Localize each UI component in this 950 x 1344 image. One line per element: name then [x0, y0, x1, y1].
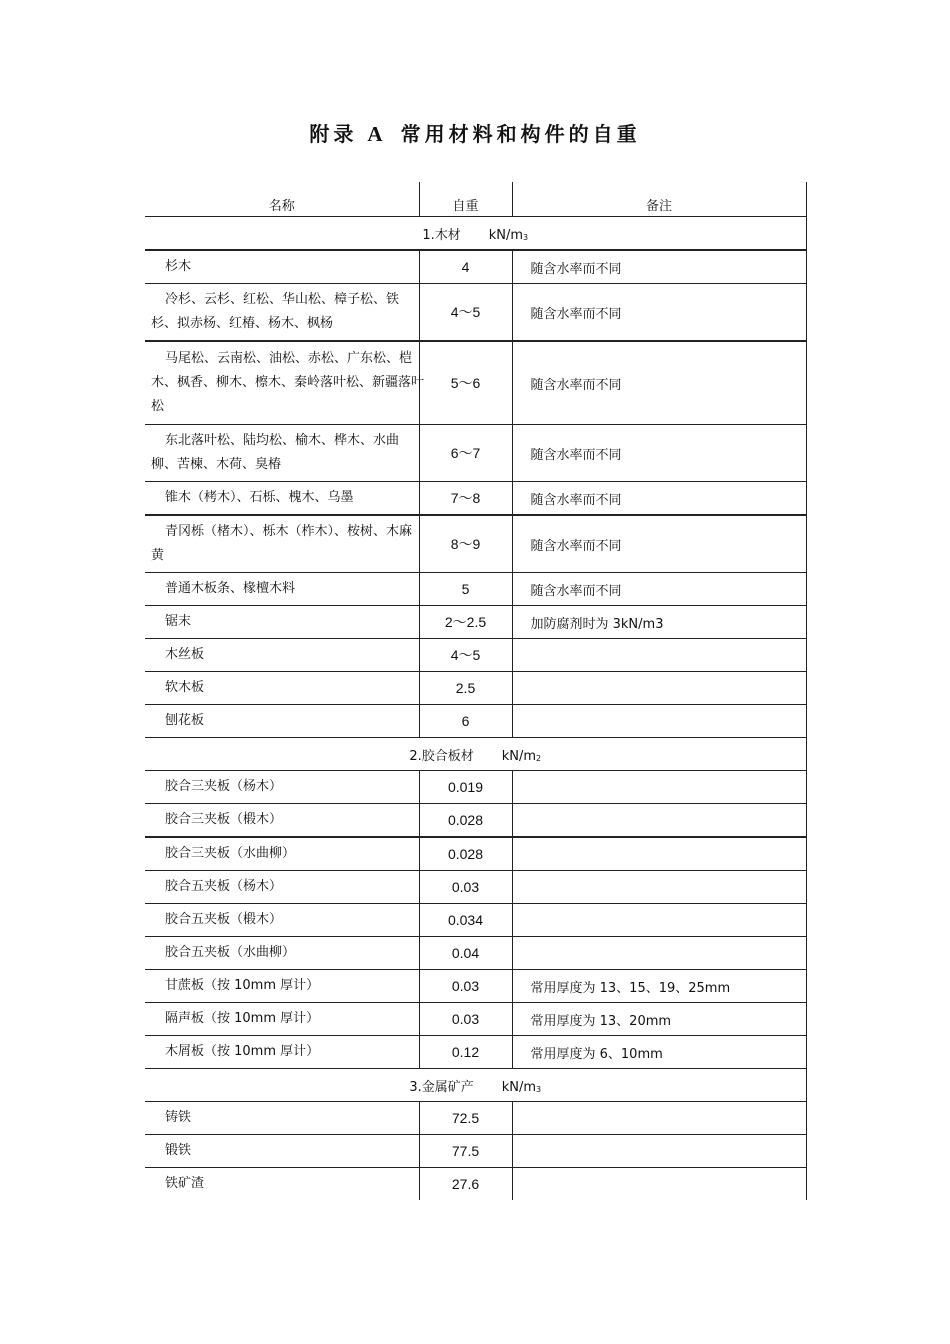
row-name: 胶合三夹板（椴木） [165, 812, 283, 827]
row-note [513, 946, 531, 961]
row-weight: 6 [461, 712, 470, 729]
row-name: 胶合三夹板（杨木） [165, 779, 283, 794]
row-weight: 0.028 [447, 845, 484, 862]
header-name: 名称 [145, 182, 419, 217]
row-weight: 5 [461, 580, 470, 597]
row-weight: 0.034 [447, 911, 484, 928]
row-name: 普通木板条、椽檀木料 [165, 581, 296, 596]
table-row [145, 970, 806, 1003]
row-weight: 0.03 [451, 878, 480, 895]
row-weight: 0.03 [451, 977, 480, 994]
row-note [513, 1177, 531, 1192]
row-weight: 0.019 [447, 778, 484, 795]
page-title [0, 118, 950, 147]
title-text: 常用材料和构件的自重 [400, 122, 641, 146]
table-row [145, 573, 806, 606]
table-row [145, 1003, 806, 1036]
table-row [145, 482, 806, 516]
table-row [145, 771, 806, 804]
table-row [145, 672, 806, 705]
row-note: 加防腐剂时为 3kN/m3 [530, 616, 664, 632]
row-note: 随含水率而不同 [530, 306, 622, 322]
table-row [145, 871, 806, 904]
row-note: 常用厚度为 13、15、19、25mm [530, 980, 731, 996]
title-prefix: 附录 [309, 122, 358, 146]
table-row [145, 639, 806, 672]
row-weight: 72.5 [451, 1109, 480, 1126]
section-label: 3.金属矿产 [409, 1079, 474, 1095]
table-row [145, 1102, 806, 1135]
row-note [513, 813, 531, 828]
row-name: 马尾松、云南松、油松、赤松、广东松、桤木、枫香、柳木、檫木、秦岭落叶松、新疆落叶松 [151, 351, 425, 414]
section-unit: $kN/m_2$ [501, 748, 542, 764]
row-note [513, 913, 531, 928]
row-note: 常用厚度为 13、20mm [530, 1013, 672, 1029]
row-name: 杉木 [165, 259, 192, 274]
row-name: 软木板 [165, 680, 205, 695]
row-name: 胶合三夹板（水曲柳） [165, 846, 296, 861]
row-weight: 8～9 [450, 536, 481, 552]
row-note: 随含水率而不同 [530, 538, 622, 554]
row-note [513, 648, 531, 663]
table-header-row [145, 182, 806, 217]
section-label: 2.胶合板材 [409, 748, 474, 764]
table-row [145, 705, 806, 738]
table-row [145, 804, 806, 838]
row-note [513, 780, 531, 795]
row-note [513, 1111, 531, 1126]
row-name: 隔声板（按 10mm 厚计） [165, 1011, 320, 1026]
row-weight: 0.03 [451, 1010, 480, 1027]
row-note [513, 880, 531, 895]
row-note: 随含水率而不同 [530, 492, 622, 508]
row-name: 铁矿渣 [165, 1176, 205, 1191]
table-row [145, 1036, 806, 1069]
row-weight: 2.5 [455, 679, 476, 696]
row-name: 冷杉、云杉、红松、华山松、樟子松、铁杉、拟赤杨、红椿、杨木、枫杨 [151, 292, 400, 331]
row-name: 胶合五夹板（水曲柳） [165, 945, 296, 960]
section-label: 1.木材 [422, 227, 461, 243]
row-weight: 4～5 [450, 647, 481, 663]
table-row [145, 1135, 806, 1168]
row-note: 常用厚度为 6、10mm [530, 1046, 663, 1062]
row-note [513, 714, 531, 729]
row-note: 随含水率而不同 [530, 447, 622, 463]
row-name: 铸铁 [165, 1110, 192, 1125]
row-name: 锥木（栲木）、石栎、槐木、乌墨 [165, 490, 354, 505]
header-weight: 自重 [419, 182, 512, 217]
table-row [145, 515, 806, 573]
section-row-plywood [145, 738, 806, 771]
row-weight: 6～7 [450, 445, 481, 461]
section-unit: $kN/m_3$ [501, 1079, 542, 1095]
table-row [145, 1168, 806, 1201]
row-name: 锯末 [165, 614, 192, 629]
row-name: 东北落叶松、陆均松、榆木、桦木、水曲柳、苦楝、木荷、臭椿 [151, 433, 400, 472]
row-note [513, 1144, 531, 1159]
row-name: 锻铁 [165, 1143, 192, 1158]
row-weight: 2～2.5 [444, 614, 487, 630]
row-name: 胶合五夹板（椴木） [165, 912, 283, 927]
row-note: 随含水率而不同 [530, 377, 622, 393]
row-note: 随含水率而不同 [530, 261, 622, 277]
title-letter: A [367, 122, 387, 146]
row-name: 胶合五夹板（杨木） [165, 879, 283, 894]
row-note [513, 681, 531, 696]
row-note: 随含水率而不同 [530, 583, 622, 599]
section-row-wood [145, 217, 806, 251]
header-note: 备注 [512, 182, 806, 217]
row-name: 青冈栎（楮木）、栎木（柞木）、桉树、木麻黄 [151, 524, 413, 563]
table-row [145, 425, 806, 482]
row-note [513, 847, 531, 862]
table-row [145, 937, 806, 970]
row-name: 刨花板 [165, 713, 205, 728]
section-unit: $kN/m_3$ [488, 227, 529, 243]
table-row [145, 904, 806, 937]
row-name: 木屑板（按 10mm 厚计） [165, 1044, 320, 1059]
material-weight-table [145, 182, 807, 1200]
row-weight: 4～5 [450, 304, 481, 320]
row-weight: 4 [461, 258, 470, 275]
table-row [145, 837, 806, 871]
table-row [145, 250, 806, 284]
table-row [145, 284, 806, 342]
table-row [145, 341, 806, 425]
row-weight: 7～8 [450, 490, 481, 506]
section-row-metal-ore [145, 1069, 806, 1102]
row-weight: 0.028 [447, 811, 484, 828]
row-name: 甘蔗板（按 10mm 厚计） [165, 978, 320, 993]
table-row [145, 606, 806, 639]
row-weight: 5～6 [450, 375, 481, 391]
row-weight: 0.12 [451, 1043, 480, 1060]
row-weight: 27.6 [451, 1175, 480, 1192]
row-weight: 77.5 [451, 1142, 480, 1159]
row-name: 木丝板 [165, 647, 205, 662]
row-weight: 0.04 [451, 944, 480, 961]
